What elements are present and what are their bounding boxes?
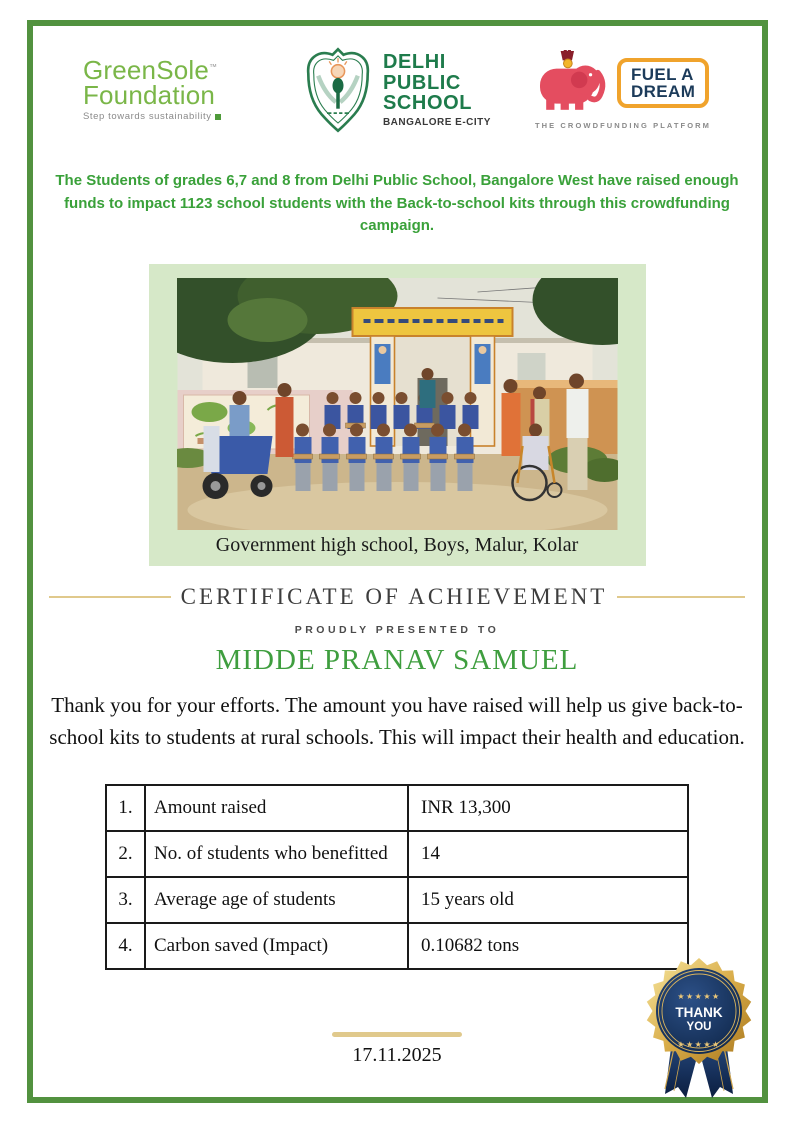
fueladream-wordmark [617, 58, 709, 109]
fuel-line2: DREAM [630, 82, 696, 101]
greensole-leaf-icon [215, 114, 221, 120]
row-label: No. of students who benefitted [145, 831, 408, 877]
recipient-name: MIDDE PRANAV SAMUEL [215, 643, 579, 676]
thank-you-message: Thank you for your efforts. The amount you have raised will help us give back-to-school kits to students at rural schools. This will impact their health and education. [49, 692, 745, 750]
table-row [106, 785, 688, 831]
badge-you: YOU [686, 1021, 712, 1033]
elephant-piggybank-icon [535, 50, 611, 116]
row-value: 0.10682 tons [408, 923, 688, 969]
greensole-wordmark [82, 54, 261, 85]
title-rule-right [617, 596, 745, 598]
certificate-title-row [0, 584, 794, 610]
row-value: 15 years old [408, 877, 688, 923]
certificate-title: CERTIFICATE OF ACHIEVEMENT [180, 583, 608, 609]
table-row [106, 831, 688, 877]
dps-logo [305, 46, 491, 134]
certificate-date: 17.11.2025 [352, 1043, 442, 1066]
photo-caption: Government high school, Boys, Malur, Kolar [215, 533, 579, 556]
dps-wordmark [383, 52, 491, 128]
thank-you-badge [637, 952, 761, 1102]
table-row [106, 877, 688, 923]
row-label: Average age of students [145, 877, 408, 923]
row-number: 2. [106, 831, 145, 877]
row-value: INR 13,300 [408, 785, 688, 831]
school-photo-panel [149, 264, 646, 566]
row-number: 3. [106, 877, 145, 923]
greensole-foundation: Foundation [82, 79, 216, 110]
greensole-name: GreenSole [82, 54, 210, 85]
impact-table [105, 784, 689, 970]
presented-to-label: PROUDLY PRESENTED TO [294, 623, 500, 636]
school-group-photo [177, 278, 618, 530]
badge-stars-top: ★★★★★ [677, 992, 721, 1001]
title-rule-left [49, 596, 171, 598]
row-value: 14 [408, 831, 688, 877]
table-row [106, 923, 688, 969]
dps-line2: PUBLIC [382, 71, 461, 94]
dps-shield-icon [305, 46, 371, 134]
trademark-symbol: ™ [209, 62, 218, 72]
date-rule [332, 1032, 462, 1037]
badge-thank: THANK [675, 1005, 723, 1020]
fuel-line1: FUEL A [630, 64, 694, 84]
row-number: 1. [106, 785, 145, 831]
row-number: 4. [106, 923, 145, 969]
greensole-tagline: Step towards sustainability [83, 111, 261, 122]
campaign-summary: The Students of grades 6,7 and 8 from Delhi Public School, Bangalore West have raised enough funds to impact 1123 school students with the Back-to-school kits through this crowdfunding campaign. [55, 172, 739, 234]
dps-subtitle: BANGALORE E-CITY [382, 117, 491, 129]
logo-header [0, 0, 794, 134]
impact-table-body [106, 785, 688, 969]
badge-stars-bottom: ★★★★★ [677, 1040, 721, 1049]
fueladream-tagline: THE CROWDFUNDING PLATFORM [534, 121, 712, 130]
dps-line1: DELHI [382, 50, 446, 73]
fueladream-logo [535, 50, 711, 130]
row-label: Carbon saved (Impact) [145, 923, 408, 969]
greensole-logo [82, 54, 261, 123]
dps-line3: SCHOOL [382, 92, 473, 115]
thank-you-medal-icon [637, 952, 761, 1102]
row-label: Amount raised [145, 785, 408, 831]
